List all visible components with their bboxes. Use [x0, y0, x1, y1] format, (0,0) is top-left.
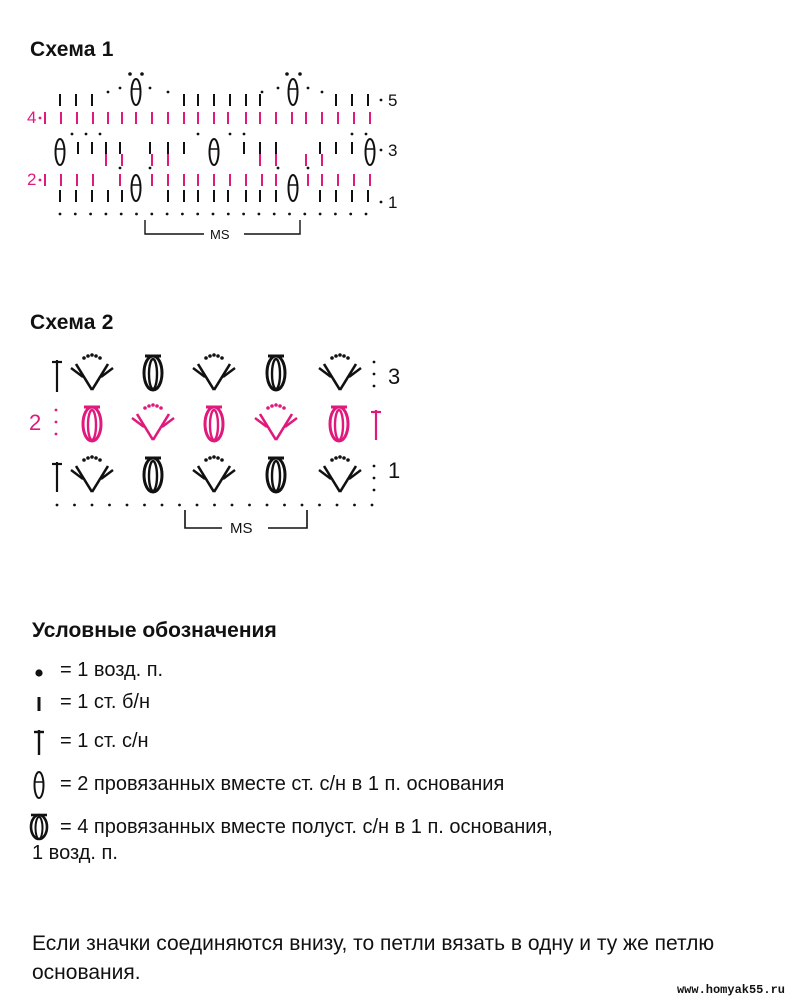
- site-footer: www.homyak55.ru: [676, 983, 785, 997]
- scheme2-title: Схема 2: [30, 311, 114, 334]
- scheme1-row1-label: 1: [388, 193, 398, 212]
- scheme1-ms-label: MS: [210, 227, 230, 242]
- dc2tog-icon: [35, 772, 44, 798]
- legend-item-cluster-extra: 1 возд. п.: [32, 842, 118, 864]
- scheme1-row4-label: 4: [27, 108, 37, 127]
- legend-item-cluster-text: = 4 провязанных вместе полуст. с/н в 1 п. основания,: [60, 816, 553, 838]
- note-text: Если значки соединяются внизу, то петли вязать в одну и ту же петлю основания.: [32, 932, 715, 984]
- scheme1-row2-label: 2: [27, 170, 37, 189]
- legend-item-chain-text: = 1 возд. п.: [60, 659, 164, 681]
- scheme2-row1-label: 1: [388, 458, 401, 483]
- scheme1-row5-label: 5: [388, 91, 398, 110]
- scheme2-row3-label: 3: [388, 364, 401, 389]
- chain-stitch-icon: [35, 669, 42, 676]
- legend-title: Условные обозначения: [32, 619, 277, 642]
- legend-item-dc2tog-text: = 2 провязанных вместе ст. с/н в 1 п. основания: [60, 773, 505, 795]
- hdc4-cluster-inner: [36, 817, 43, 839]
- scheme2-row2-label: 2: [29, 410, 42, 435]
- scheme2-ms-label: MS: [230, 520, 253, 537]
- scheme1-row3-label: 3: [388, 141, 398, 160]
- legend-item-dc-text: = 1 ст. с/н: [60, 730, 149, 752]
- legend-item-sc-text: = 1 ст. б/н: [60, 691, 151, 713]
- scheme1-title: Схема 1: [30, 38, 114, 61]
- hdc4-cluster-icon: [31, 815, 47, 839]
